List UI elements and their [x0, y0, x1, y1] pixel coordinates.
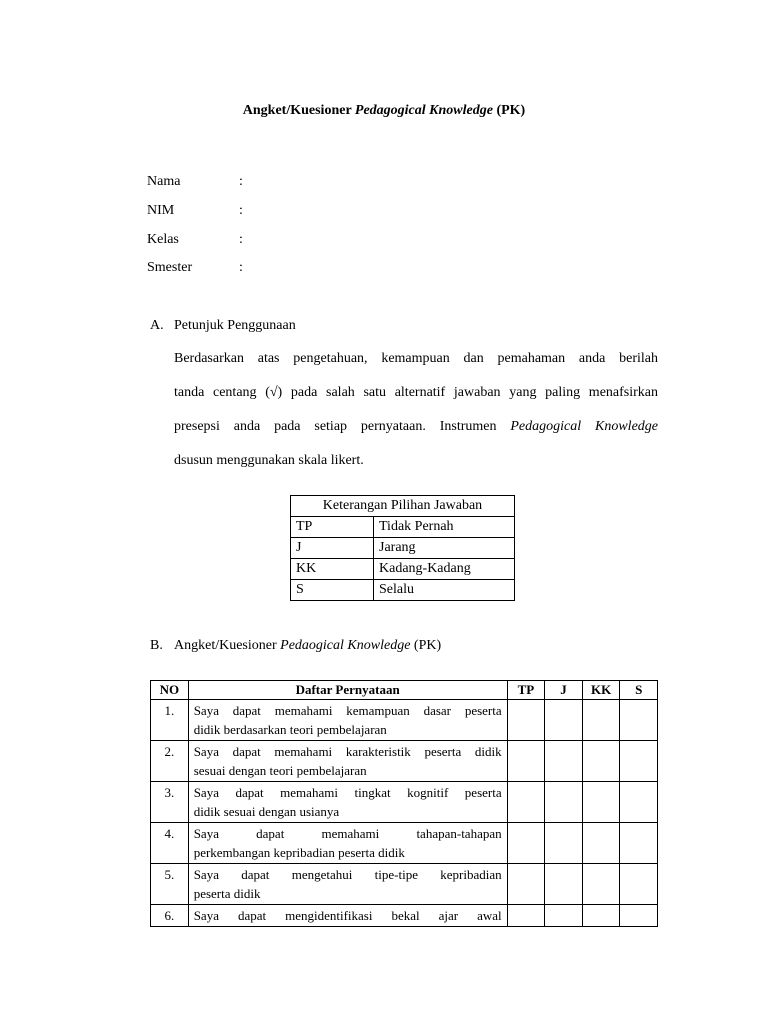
- legend-code: KK: [291, 559, 374, 580]
- table-row: [151, 905, 658, 927]
- statement-line-1: Saya dapat memahami kemampuan dasar peserta: [193, 703, 502, 718]
- header-no: NO: [151, 681, 189, 700]
- section-b-prefix: Angket/Kuesioner: [174, 638, 281, 653]
- answer-cell-j[interactable]: [545, 823, 583, 864]
- questionnaire-table: [150, 680, 658, 927]
- answer-cell-s[interactable]: [620, 782, 658, 823]
- title-suffix: (PK): [492, 103, 526, 118]
- section-a-letter: A.: [150, 318, 164, 333]
- row-statement: [188, 700, 507, 741]
- legend-header: Keterangan Pilihan Jawaban: [291, 496, 515, 517]
- answer-cell-j[interactable]: [545, 905, 583, 927]
- answer-cell-s[interactable]: [620, 741, 658, 782]
- statement-line-1: Saya dapat mengetahui tipe-tipe kepribadian: [193, 867, 502, 882]
- title-prefix: Angket/Kuesioner: [242, 103, 355, 118]
- table-row: [151, 823, 658, 864]
- legend-meaning: Tidak Pernah: [374, 517, 515, 538]
- answer-cell-tp[interactable]: [507, 823, 545, 864]
- statement-line-2: peserta didik: [193, 886, 261, 901]
- identity-row-smester: [147, 260, 243, 276]
- section-b-heading: [150, 638, 441, 654]
- answer-cell-tp[interactable]: [507, 700, 545, 741]
- identity-label: NIM: [147, 203, 175, 218]
- answer-cell-kk[interactable]: [582, 864, 620, 905]
- answer-cell-tp[interactable]: [507, 741, 545, 782]
- answer-cell-j[interactable]: [545, 700, 583, 741]
- row-number: 6.: [151, 905, 189, 927]
- instructions-line-3: [174, 410, 658, 444]
- answer-cell-s[interactable]: [620, 700, 658, 741]
- row-number: 3.: [151, 782, 189, 823]
- row-number: 1.: [151, 700, 189, 741]
- row-statement: [188, 905, 507, 927]
- section-b-suffix: (PK): [410, 638, 442, 653]
- statement-line-1: Saya dapat memahami tingkat kognitif peserta: [193, 785, 502, 800]
- title-italic: Pedagogical Knowledge: [354, 103, 493, 118]
- section-a-title: Petunjuk Penggunaan: [174, 318, 296, 333]
- answer-cell-kk[interactable]: [582, 741, 620, 782]
- header-tp: TP: [507, 681, 545, 700]
- identity-separator: :: [239, 260, 243, 275]
- row-number: 5.: [151, 864, 189, 905]
- identity-row-nim: [147, 203, 243, 219]
- instructions-line-3-text: presepsi anda pada setiap pernyataan. Instrumen: [174, 419, 511, 434]
- identity-row-kelas: [147, 232, 243, 248]
- legend-row: [291, 538, 515, 559]
- table-row: [151, 782, 658, 823]
- header-j: J: [545, 681, 583, 700]
- section-a-heading: [150, 318, 296, 334]
- answer-cell-kk[interactable]: [582, 700, 620, 741]
- row-number: 4.: [151, 823, 189, 864]
- legend-meaning: Jarang: [374, 538, 515, 559]
- answer-cell-kk[interactable]: [582, 782, 620, 823]
- statement-line-2: didik sesuai dengan usianya: [193, 804, 340, 819]
- legend-code: S: [291, 580, 374, 601]
- identity-label: Smester: [147, 260, 193, 275]
- statement-line-1: Saya dapat memahami tahapan-tahapan: [193, 826, 502, 841]
- identity-separator: :: [239, 203, 243, 218]
- instructions-line-3-italic: Pedagogical Knowledge: [510, 419, 658, 434]
- section-b-italic: Pedaogical Knowledge: [280, 638, 411, 653]
- answer-cell-j[interactable]: [545, 782, 583, 823]
- instructions-line-2: tanda centang (√) pada salah satu alternatif jawaban yang paling menafsirkan: [174, 385, 658, 400]
- answer-cell-j[interactable]: [545, 741, 583, 782]
- instructions-line-1: Berdasarkan atas pengetahuan, kemampuan dan pemahaman anda berilah: [174, 351, 658, 366]
- legend-code: TP: [291, 517, 374, 538]
- answer-cell-kk[interactable]: [582, 905, 620, 927]
- row-statement: [188, 864, 507, 905]
- answer-cell-tp[interactable]: [507, 782, 545, 823]
- header-s: S: [620, 681, 658, 700]
- answer-cell-kk[interactable]: [582, 823, 620, 864]
- legend-code: J: [291, 538, 374, 559]
- identity-separator: :: [239, 232, 243, 247]
- identity-row-nama: [147, 174, 243, 190]
- statement-line-2: sesuai dengan teori pembelajaran: [193, 763, 367, 778]
- answer-cell-tp[interactable]: [507, 905, 545, 927]
- document-title: [0, 103, 768, 119]
- table-row: [151, 741, 658, 782]
- identity-label: Nama: [147, 174, 181, 189]
- row-number: 2.: [151, 741, 189, 782]
- section-b-letter: B.: [150, 638, 163, 653]
- legend-meaning: Kadang-Kadang: [374, 559, 515, 580]
- statement-line-2: perkembangan kepribadian peserta didik: [193, 845, 405, 860]
- row-statement: [188, 782, 507, 823]
- legend-row: [291, 559, 515, 580]
- header-kk: KK: [582, 681, 620, 700]
- legend-header-row: [291, 496, 515, 517]
- legend-table: [290, 495, 515, 601]
- legend-row: [291, 580, 515, 601]
- table-row: [151, 700, 658, 741]
- table-row: [151, 864, 658, 905]
- identity-label: Kelas: [147, 232, 179, 247]
- answer-cell-s[interactable]: [620, 905, 658, 927]
- row-statement: [188, 741, 507, 782]
- statement-line-1: Saya dapat mengidentifikasi bekal ajar awal: [193, 908, 502, 923]
- answer-cell-s[interactable]: [620, 823, 658, 864]
- header-statement: Daftar Pernyataan: [188, 681, 507, 700]
- answer-cell-s[interactable]: [620, 864, 658, 905]
- statement-line-2: didik berdasarkan teori pembelajaran: [193, 722, 387, 737]
- answer-cell-j[interactable]: [545, 864, 583, 905]
- identity-separator: :: [239, 174, 243, 189]
- answer-cell-tp[interactable]: [507, 864, 545, 905]
- legend-meaning: Selalu: [374, 580, 515, 601]
- legend-row: [291, 517, 515, 538]
- instructions-line-4: dsusun menggunakan skala likert.: [174, 453, 364, 468]
- row-statement: [188, 823, 507, 864]
- questionnaire-header-row: [151, 681, 658, 700]
- instructions-paragraph: [174, 342, 658, 478]
- statement-line-1: Saya dapat memahami karakteristik peserta didik: [193, 744, 502, 759]
